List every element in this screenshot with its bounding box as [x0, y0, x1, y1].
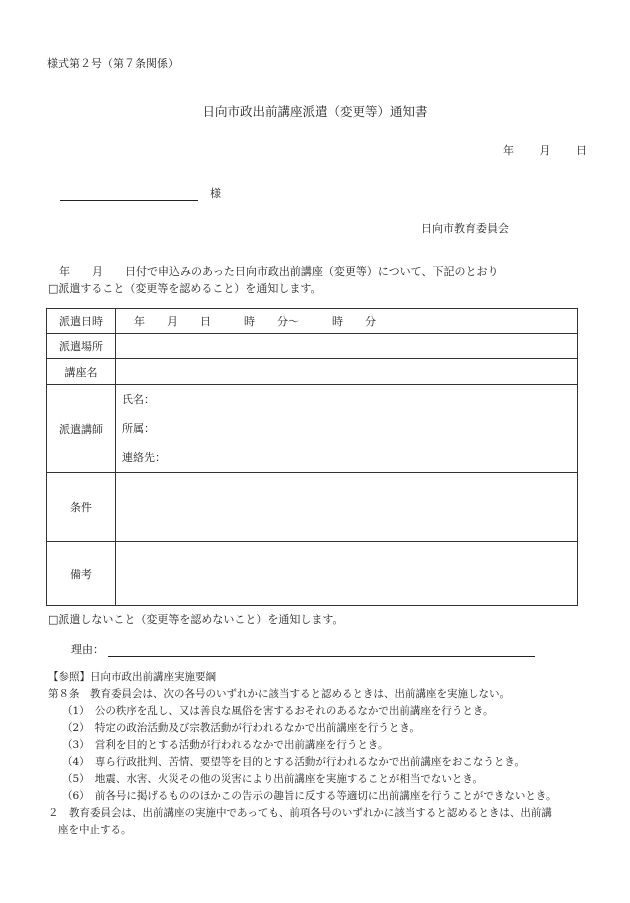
reference-item: （6） 前各号に掲げるもののほかこの告示の趣旨に反する等適切に出前講座を行うことができないとき。	[62, 790, 557, 802]
row-datetime	[47, 309, 578, 334]
document-title: 日向市政出前講座派遣（変更等）通知書	[202, 104, 428, 119]
reference-section	[48, 669, 557, 839]
datetime-label: 派遣日時	[47, 309, 116, 334]
date-day: 日	[576, 144, 587, 157]
reason-line	[71, 641, 535, 657]
reference-item: （2） 特定の政治活動及び宗教活動が行われるなかで出前講座を行うとき。	[62, 722, 421, 734]
lecturer-name: 氏名：	[122, 393, 155, 406]
reference-item: （4） 専ら行政批判、苦情、要望等を目的とする活動が行われるなかで出前講座をおこなうとき。	[62, 756, 526, 768]
date-month: 月	[539, 144, 551, 157]
row-lecturer	[47, 385, 578, 473]
reference-item: （3） 営利を目的とする活動が行われるなかで出前講座を行うとき。	[62, 739, 389, 751]
location-label: 派遣場所	[47, 334, 116, 359]
intro-line-1: 年 月 日付で申込みのあった日向市政出前講座（変更等）について、下記のとおり	[48, 265, 499, 278]
refusal-statement: □派遣しないこと（変更等を認めないこと）を通知します。	[48, 613, 344, 626]
reference-heading: 【参照】日向市政出前講座実施要綱	[48, 671, 216, 683]
row-location	[47, 334, 578, 359]
reference-article: 第８条 教育委員会は、次の各号のいずれかに該当すると認めるときは、出前講座を実施しない。	[48, 688, 510, 700]
date-year: 年	[503, 144, 514, 157]
course-value[interactable]	[116, 359, 578, 385]
reason-blank[interactable]	[108, 644, 535, 657]
intro-line-2: □派遣すること（変更等を認めること）を通知します。	[48, 282, 322, 295]
remarks-value[interactable]	[116, 542, 578, 606]
reference-item: （5） 地震、水害、火災その他の災害により出前講座を実施することが相当でないとき。	[62, 773, 484, 785]
location-value[interactable]	[116, 334, 578, 359]
remarks-label: 備考	[47, 542, 116, 606]
dispatch-table	[46, 308, 578, 606]
addressee	[60, 185, 221, 201]
addressee-suffix: 様	[210, 187, 221, 200]
row-course	[47, 359, 578, 385]
lecturer-affiliation: 所属：	[122, 422, 155, 435]
row-remarks	[47, 542, 578, 606]
reference-para2-line1: ２ 教育委員会は、出前講座の実施中であっても、前項各号のいずれかに該当すると認めるときは、出前講	[48, 807, 552, 819]
lecturer-value[interactable]	[116, 385, 578, 473]
reference-para2-line2: 座を中止する。	[58, 824, 132, 836]
datetime-value[interactable]: 年 月 日 時 分～ 時 分	[116, 309, 578, 334]
lecturer-contact: 連絡先：	[122, 451, 166, 464]
conditions-label: 条件	[47, 473, 116, 542]
form-number: 様式第２号（第７条関係）	[47, 57, 179, 70]
addressee-blank[interactable]	[60, 187, 198, 201]
issue-date	[503, 142, 587, 158]
course-label: 講座名	[47, 359, 116, 385]
reason-label: 理由：	[71, 643, 104, 656]
reference-item: （1） 公の秩序を乱し、又は善良な風俗を害するおそれのあるなかで出前講座を行うとき。	[62, 705, 494, 717]
row-conditions	[47, 473, 578, 542]
conditions-value[interactable]	[116, 473, 578, 542]
sender: 日向市教育委員会	[421, 222, 509, 235]
lecturer-label: 派遣講師	[47, 385, 116, 473]
